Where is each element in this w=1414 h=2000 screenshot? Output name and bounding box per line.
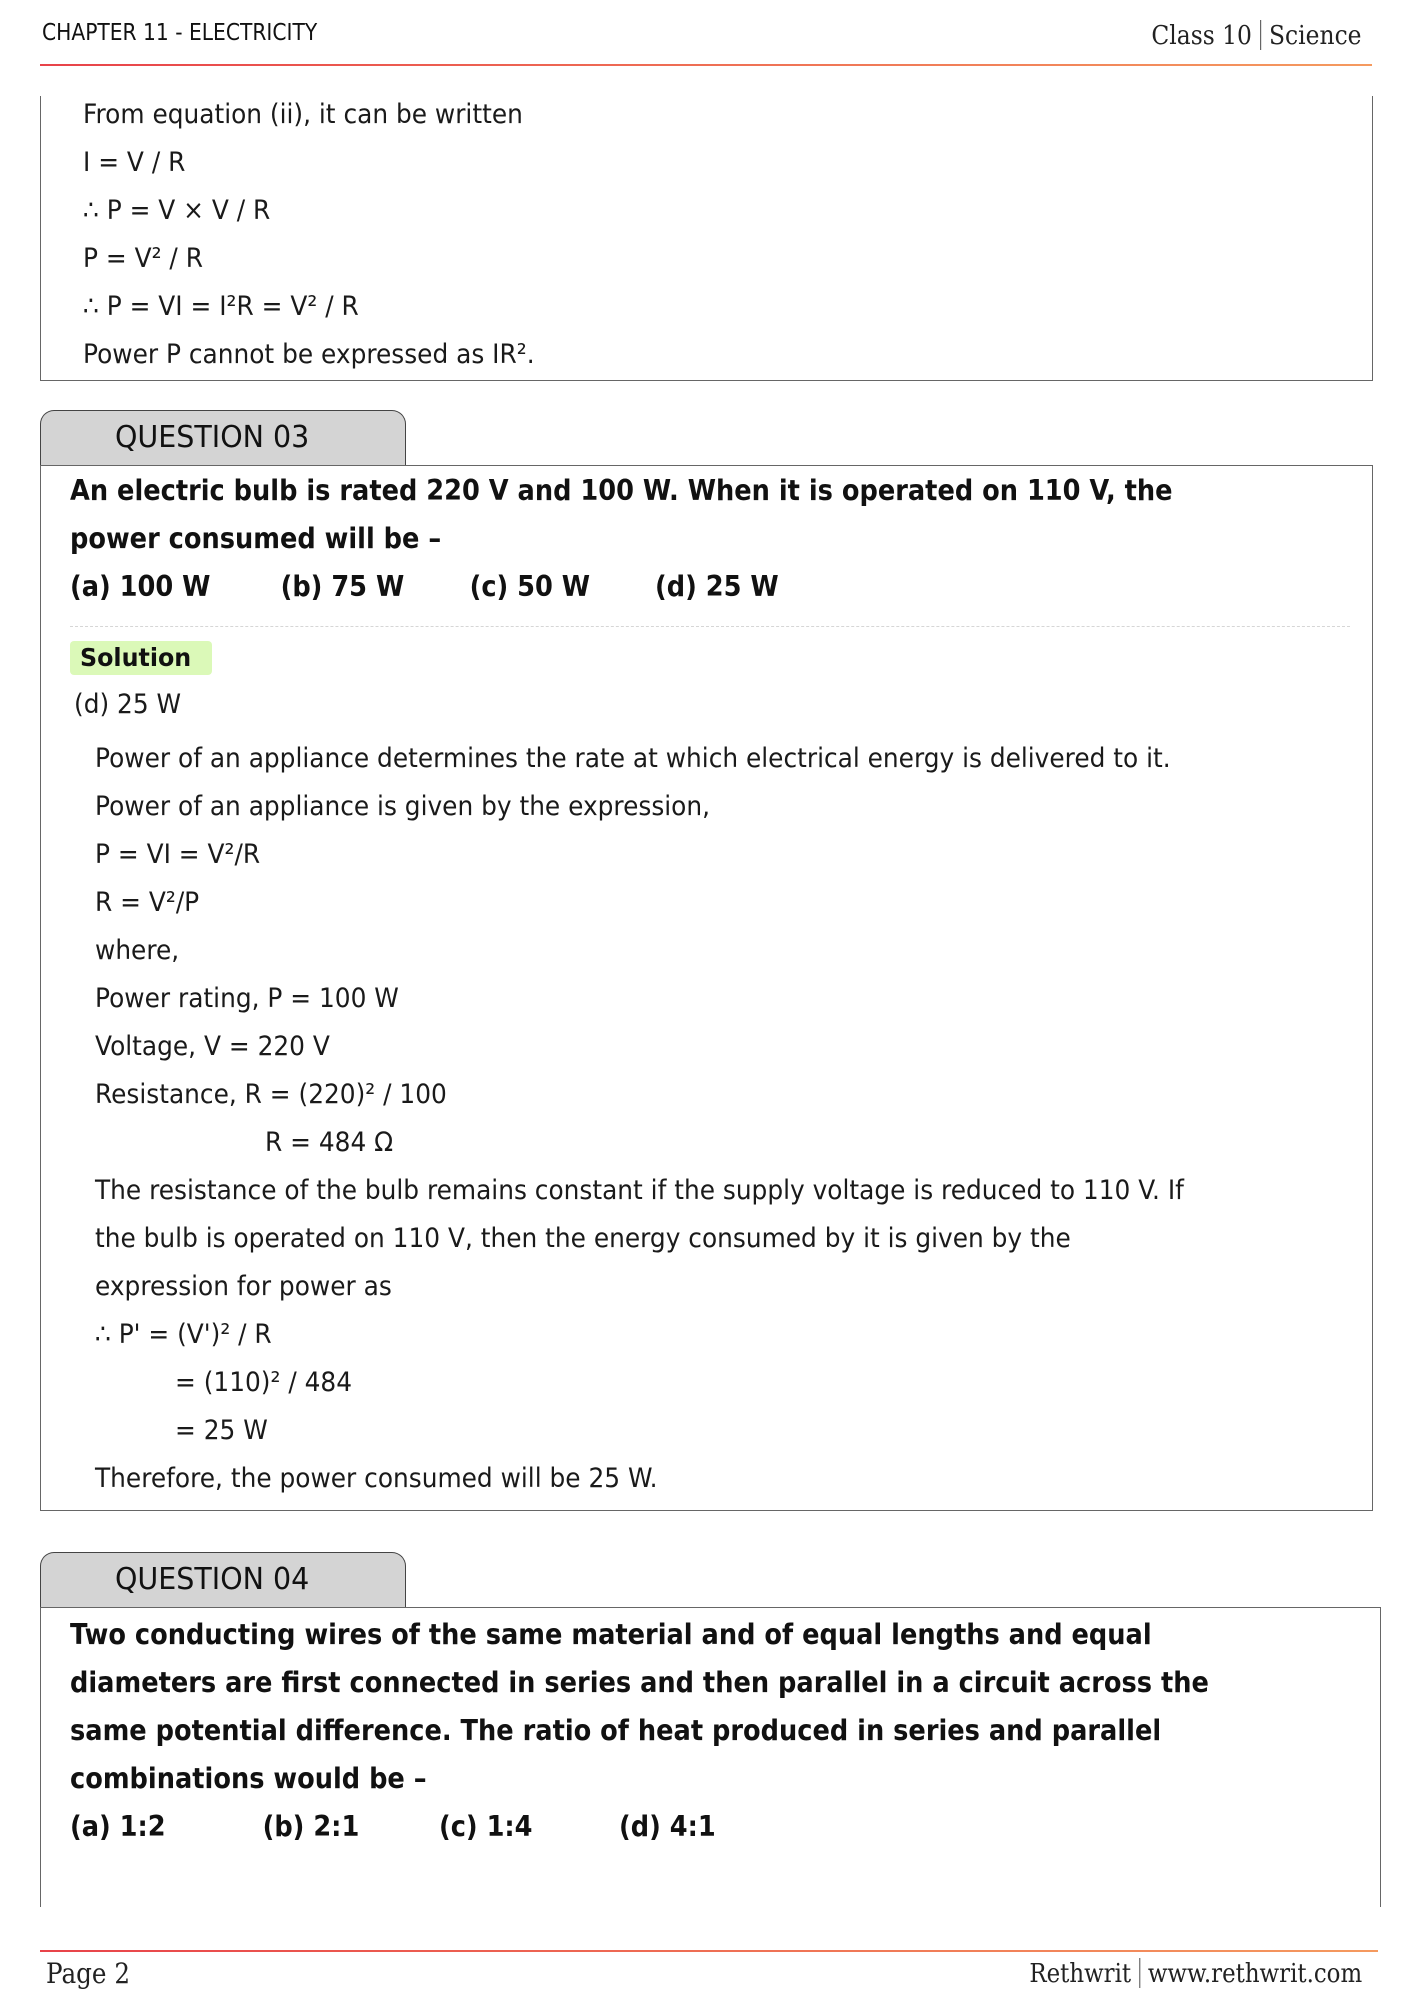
question-03-text: power consumed will be – bbox=[70, 522, 442, 555]
question-03-tab bbox=[40, 410, 406, 466]
question-03-label: QUESTION 03 bbox=[115, 420, 310, 455]
question-04-text: combinations would be – bbox=[70, 1762, 427, 1795]
question-04-text: same potential difference. The ratio of heat produced in series and parallel bbox=[70, 1714, 1162, 1747]
question-03-options bbox=[70, 570, 880, 610]
footer-brand bbox=[1029, 1958, 1362, 1989]
option-d: (d) 4:1 bbox=[619, 1810, 716, 1843]
option-a: (a) 1:2 bbox=[70, 1810, 166, 1843]
class-label: Class 10 bbox=[1151, 21, 1253, 51]
solution-line: R = V²/P bbox=[95, 887, 200, 918]
solution-line: expression for power as bbox=[95, 1271, 392, 1302]
solution-line: Power of an appliance determines the rate at which electrical energy is delivered to it. bbox=[95, 743, 1171, 774]
option-b: (b) 75 W bbox=[280, 570, 405, 603]
solution-line: P = VI = V²/R bbox=[95, 839, 261, 870]
question-04-options bbox=[70, 1810, 880, 1850]
solution-line: Power rating, P = 100 W bbox=[95, 983, 399, 1014]
option-c: (c) 1:4 bbox=[439, 1810, 533, 1843]
chapter-title: CHAPTER 11 - ELECTRICITY bbox=[42, 20, 318, 46]
solution-line: = (110)² / 484 bbox=[175, 1367, 353, 1398]
answer-text: (d) 25 W bbox=[74, 689, 182, 720]
continuation-line: ∴ P = V × V / R bbox=[83, 195, 271, 226]
brand-name: Rethwrit bbox=[1029, 1959, 1131, 1989]
solution-line: the bulb is operated on 110 V, then the energy consumed by it is given by the bbox=[95, 1223, 1071, 1254]
solution-line: Therefore, the power consumed will be 25 W. bbox=[95, 1463, 658, 1494]
website-link[interactable]: www.rethwrit.com bbox=[1147, 1959, 1362, 1989]
question-04-tab bbox=[40, 1552, 406, 1608]
solution-label: Solution bbox=[80, 643, 192, 672]
option-c: (c) 50 W bbox=[469, 570, 591, 603]
solution-line: The resistance of the bulb remains constant if the supply voltage is reduced to 110 V. If bbox=[95, 1175, 1184, 1206]
option-a: (a) 100 W bbox=[70, 570, 211, 603]
solution-badge bbox=[70, 641, 212, 675]
question-04-label: QUESTION 04 bbox=[115, 1562, 310, 1597]
solution-line: = 25 W bbox=[175, 1415, 268, 1446]
solution-line: R = 484 Ω bbox=[265, 1127, 394, 1158]
divider bbox=[70, 626, 1350, 627]
option-d: (d) 25 W bbox=[655, 570, 779, 603]
page-number: Page 2 bbox=[46, 1957, 131, 1990]
question-04-text: Two conducting wires of the same material and of equal lengths and equal bbox=[70, 1618, 1152, 1651]
subject-label: Science bbox=[1269, 21, 1362, 51]
solution-line: Voltage, V = 220 V bbox=[95, 1031, 330, 1062]
continuation-line: P = V² / R bbox=[83, 243, 203, 274]
solution-line: Power of an appliance is given by the expression, bbox=[95, 791, 711, 822]
question-03-text: An electric bulb is rated 220 V and 100 W. When it is operated on 110 V, the bbox=[70, 474, 1173, 507]
header-rule bbox=[40, 64, 1372, 66]
option-b: (b) 2:1 bbox=[262, 1810, 360, 1843]
continuation-line: From equation (ii), it can be written bbox=[83, 99, 523, 130]
continuation-line: I = V / R bbox=[83, 147, 186, 178]
separator bbox=[1260, 20, 1261, 50]
class-subject-label bbox=[1152, 20, 1362, 51]
solution-line: ∴ P' = (V')² / R bbox=[95, 1319, 272, 1350]
separator bbox=[1139, 1958, 1140, 1988]
question-04-box bbox=[40, 1607, 1381, 1907]
solution-line: where, bbox=[95, 935, 180, 966]
footer-rule bbox=[40, 1950, 1378, 1952]
solution-line: Resistance, R = (220)² / 100 bbox=[95, 1079, 447, 1110]
question-04-text: diameters are first connected in series and then parallel in a circuit across the bbox=[70, 1666, 1209, 1699]
continuation-line: ∴ P = VI = I²R = V² / R bbox=[83, 291, 359, 322]
continuation-line: Power P cannot be expressed as IR². bbox=[83, 339, 535, 370]
